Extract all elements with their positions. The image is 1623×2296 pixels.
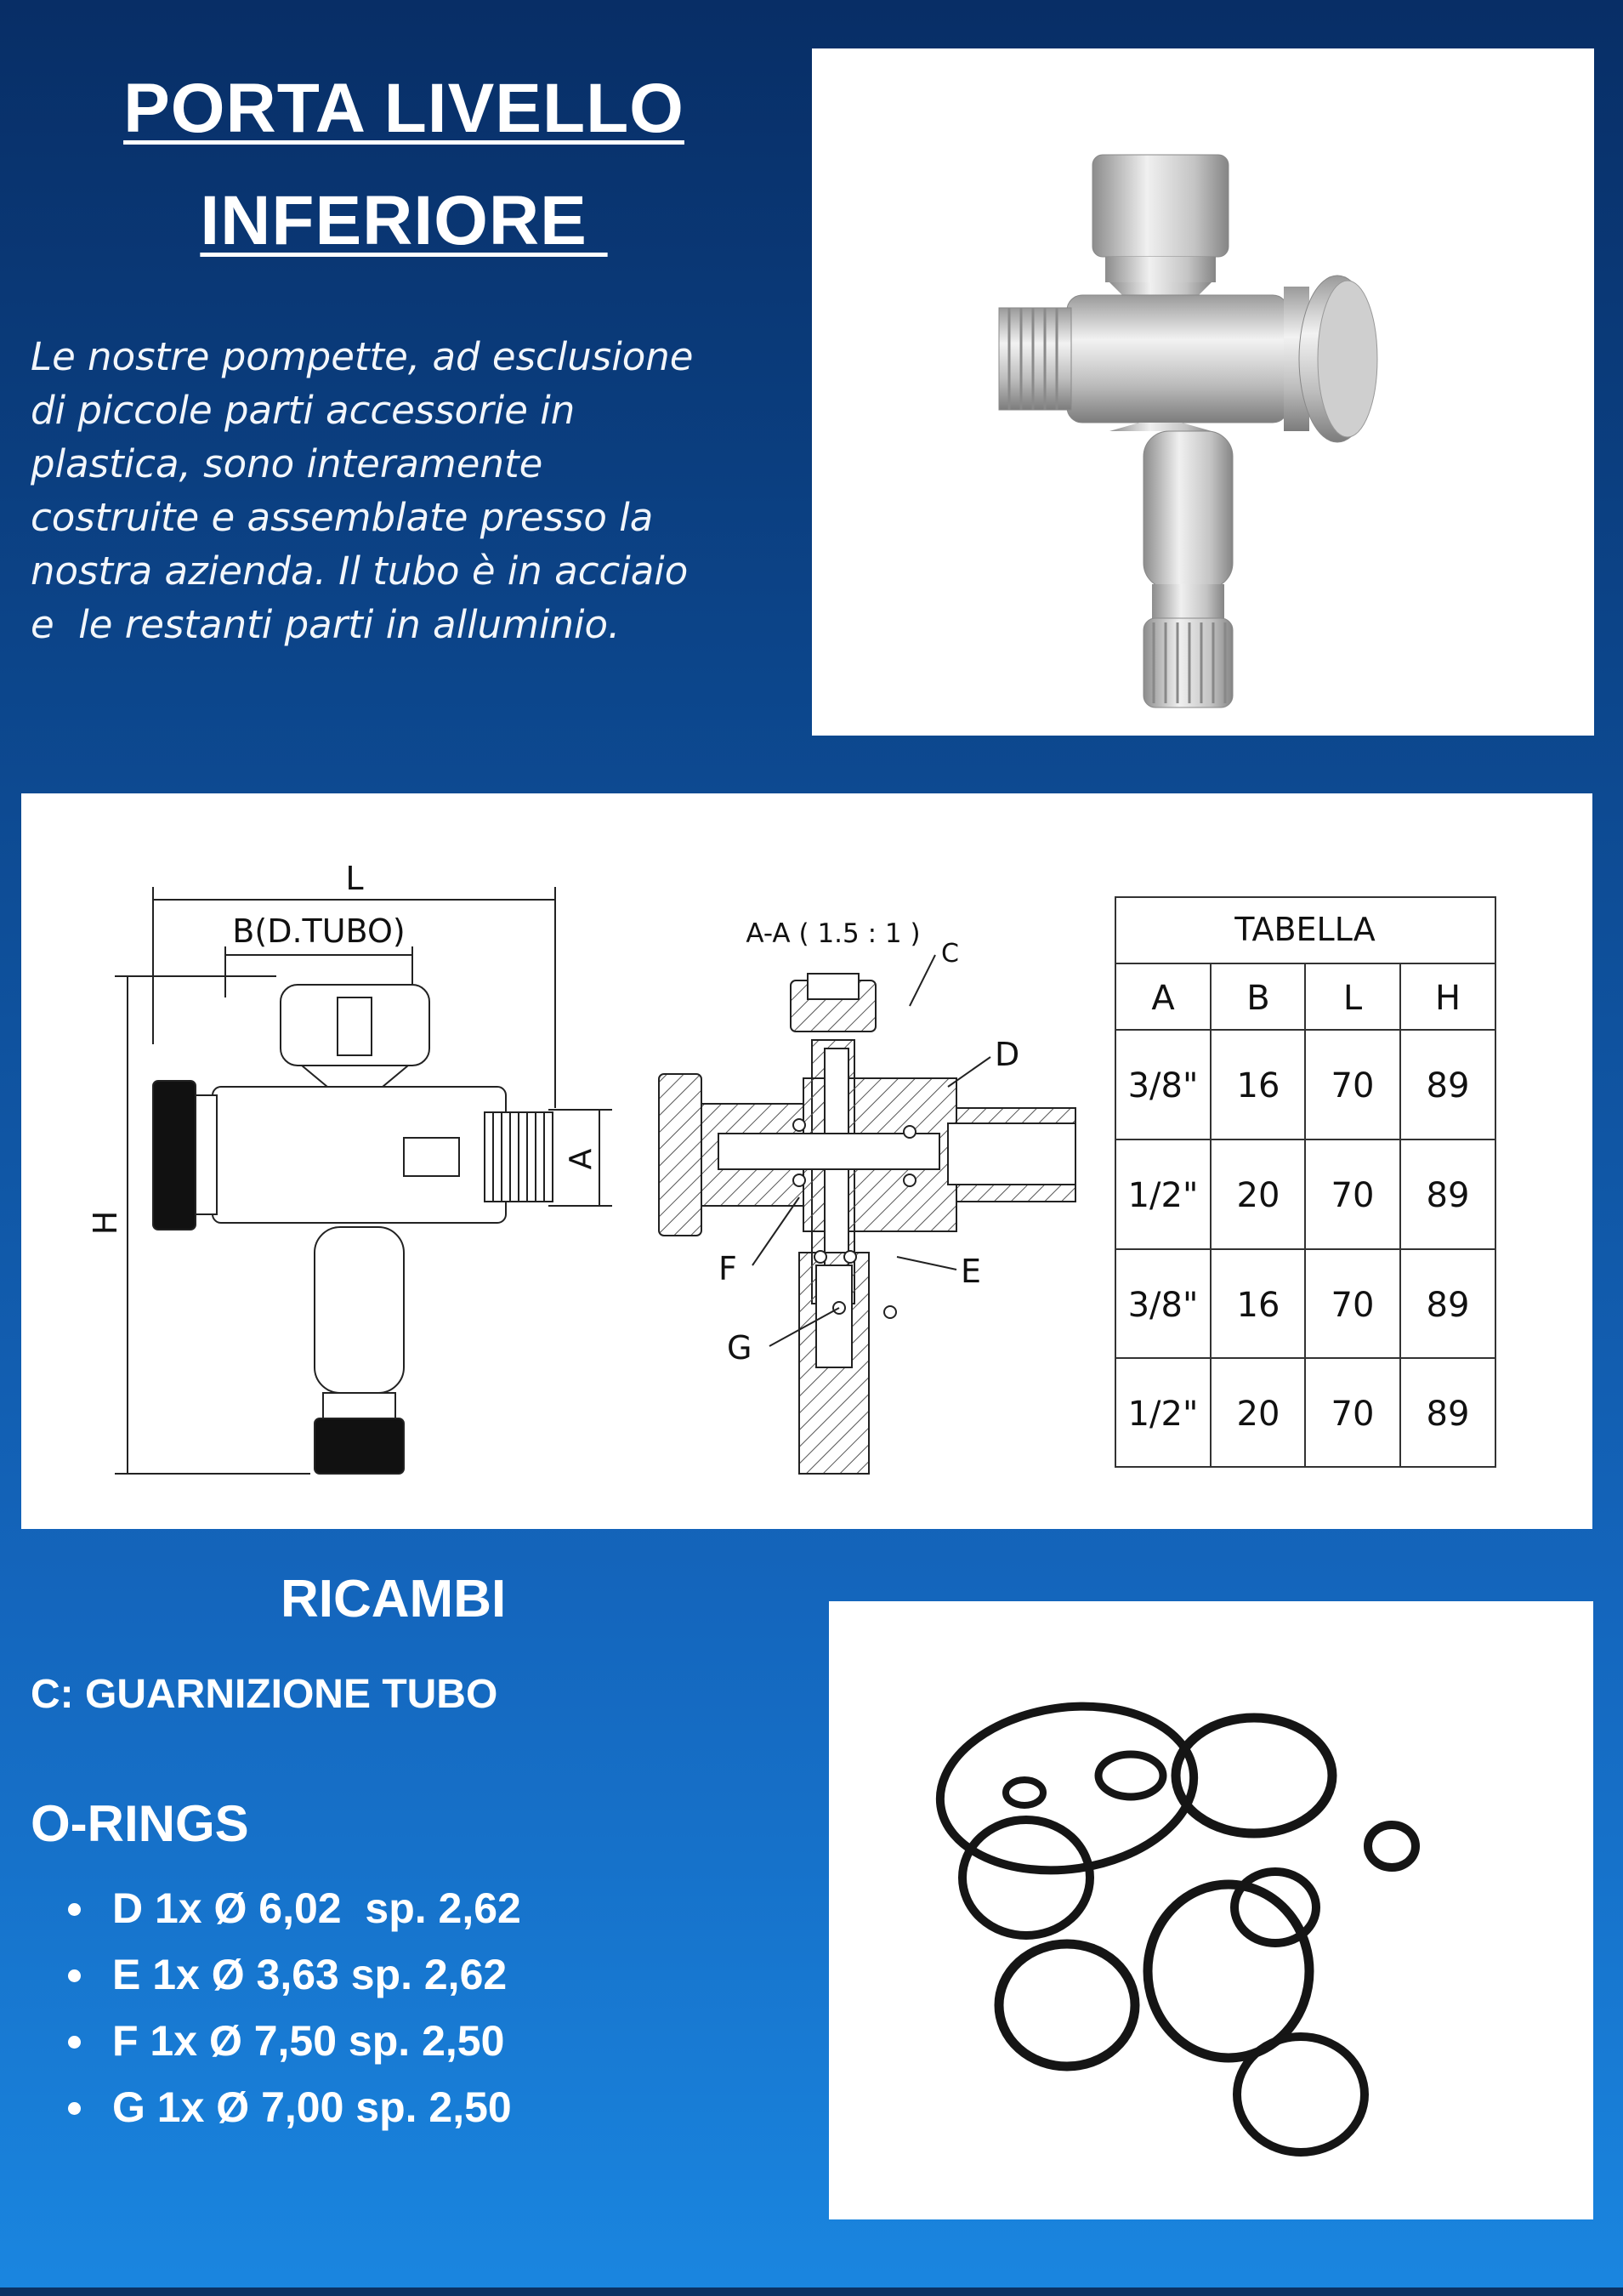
list-item: G 1x Ø 7,00 sp. 2,50	[68, 2074, 521, 2140]
title-line-1: PORTA LIVELLO	[123, 70, 684, 147]
table-cell: 1/2"	[1127, 1176, 1199, 1215]
intro-line: Le nostre pompette, ad esclusione	[31, 334, 694, 379]
table-cell: 89	[1426, 1176, 1470, 1215]
table-cell: 89	[1426, 1395, 1470, 1434]
callout-F: F	[718, 1250, 737, 1287]
callout-E: E	[961, 1253, 982, 1290]
orings-heading: O-RINGS	[31, 1795, 249, 1852]
callout-G: G	[727, 1329, 752, 1367]
table-header-A: A	[1151, 979, 1175, 1018]
list-item: D 1x Ø 6,02 sp. 2,62	[68, 1875, 521, 1941]
valve-photo-icon	[812, 48, 1594, 736]
table-cell: 89	[1426, 1066, 1470, 1105]
table-cell: 3/8"	[1127, 1286, 1199, 1325]
bottom-strip	[0, 2287, 1623, 2296]
page-title	[34, 53, 774, 277]
ricambi-heading: RICAMBI	[281, 1570, 507, 1628]
intro-line: e le restanti parti in alluminio.	[31, 602, 621, 647]
table-cell: 1/2"	[1127, 1395, 1199, 1434]
table-cell: 70	[1331, 1286, 1375, 1325]
list-item: E 1x Ø 3,63 sp. 2,62	[68, 1941, 521, 2008]
table-header-L: L	[1342, 979, 1363, 1018]
table-cell: 20	[1236, 1395, 1280, 1434]
dim-label-L: L	[345, 860, 364, 897]
table-title: TABELLA	[1234, 911, 1376, 948]
technical-drawing-icon	[21, 793, 1592, 1529]
table-header-H: H	[1434, 979, 1461, 1018]
valve-photo-panel	[812, 48, 1594, 736]
table-cell: 3/8"	[1127, 1066, 1199, 1105]
table-cell: 70	[1331, 1176, 1375, 1215]
callout-C: C	[941, 939, 959, 969]
table-cell: 20	[1236, 1176, 1280, 1215]
table-cell: 16	[1236, 1286, 1280, 1325]
intro-line: costruite e assemblate presso la	[31, 495, 654, 540]
intro-line: di piccole parti accessorie in	[31, 388, 576, 433]
dim-label-A: A	[564, 1148, 599, 1170]
table-cell: 70	[1331, 1066, 1375, 1105]
orings-list	[68, 1875, 521, 2140]
callout-D: D	[995, 1036, 1020, 1073]
intro-line: nostra azienda. Il tubo è in acciaio	[31, 548, 689, 594]
dim-label-B: B(D.TUBO)	[232, 912, 406, 950]
title-line-2: INFERIORE	[200, 182, 608, 259]
technical-drawing-panel	[21, 793, 1592, 1529]
intro-paragraph	[31, 330, 779, 651]
table-cell: 16	[1236, 1066, 1280, 1105]
intro-line: plastica, sono interamente	[31, 441, 543, 486]
o-rings-photo-icon	[829, 1601, 1593, 2219]
table-cell: 70	[1331, 1395, 1375, 1434]
guarnizione-item: C: GUARNIZIONE TUBO	[31, 1672, 498, 1717]
dim-label-H: H	[87, 1210, 124, 1236]
o-rings-photo-panel	[829, 1601, 1593, 2219]
section-title: A-A ( 1.5 : 1 )	[746, 918, 921, 949]
table-header-B: B	[1246, 979, 1270, 1018]
list-item: F 1x Ø 7,50 sp. 2,50	[68, 2008, 521, 2074]
table-cell: 89	[1426, 1286, 1470, 1325]
